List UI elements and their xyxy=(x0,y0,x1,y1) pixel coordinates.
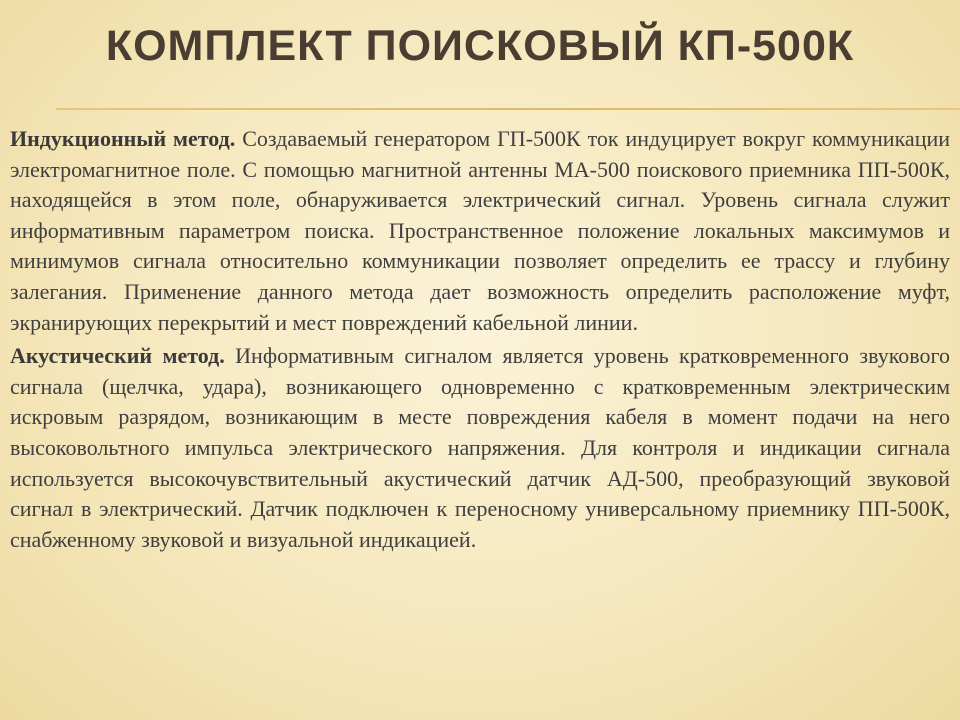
paragraph-acoustic-method xyxy=(10,341,950,555)
slide-title: КОМПЛЕКТ ПОИСКОВЫЙ КП-500К xyxy=(105,22,855,70)
term-acoustic-method: Акустический метод. xyxy=(10,343,225,369)
title-divider xyxy=(56,108,960,110)
text-induction-method: Создаваемый генератором ГП-500К ток индуцирует вокруг коммуникации электромагнитное поле. С помощью магнитной антенны МА-500 поискового приемника ПП-500К, находящейся в этом поле, обнаруживается электрический сигнал. Уровень сигнала служит информативным параметром поиска. Пространственное положение локальных максимумов и минимумов сигнала относительно коммуникации позволяет определить ее трассу и глубину залегания. Применение данного метода дает возможность определить расположение муфт, экранирующих перекрытий и мест повреждений кабельной линии. xyxy=(10,126,951,335)
text-acoustic-method: Информативным сигналом является уровень кратковременного звукового сигнала (щелчка, удара), возникающего одновременно с кратковременным электрическим искровым разрядом, возникающим в месте повреждения кабеля в момент подачи на него высоковольтного импульса электрического напряжения. Для контроля и индикации сигнала используется высокочувствительный акустический датчик АД-500, преобразующий звуковой сигнал в электрический. Датчик подключен к переносному универсальному приемнику ПП-500К, снабженному звуковой и визуальной индикацией. xyxy=(10,343,951,552)
paragraph-induction-method xyxy=(10,124,950,338)
term-induction-method: Индукционный метод. xyxy=(10,126,236,151)
slide-body xyxy=(10,124,950,558)
